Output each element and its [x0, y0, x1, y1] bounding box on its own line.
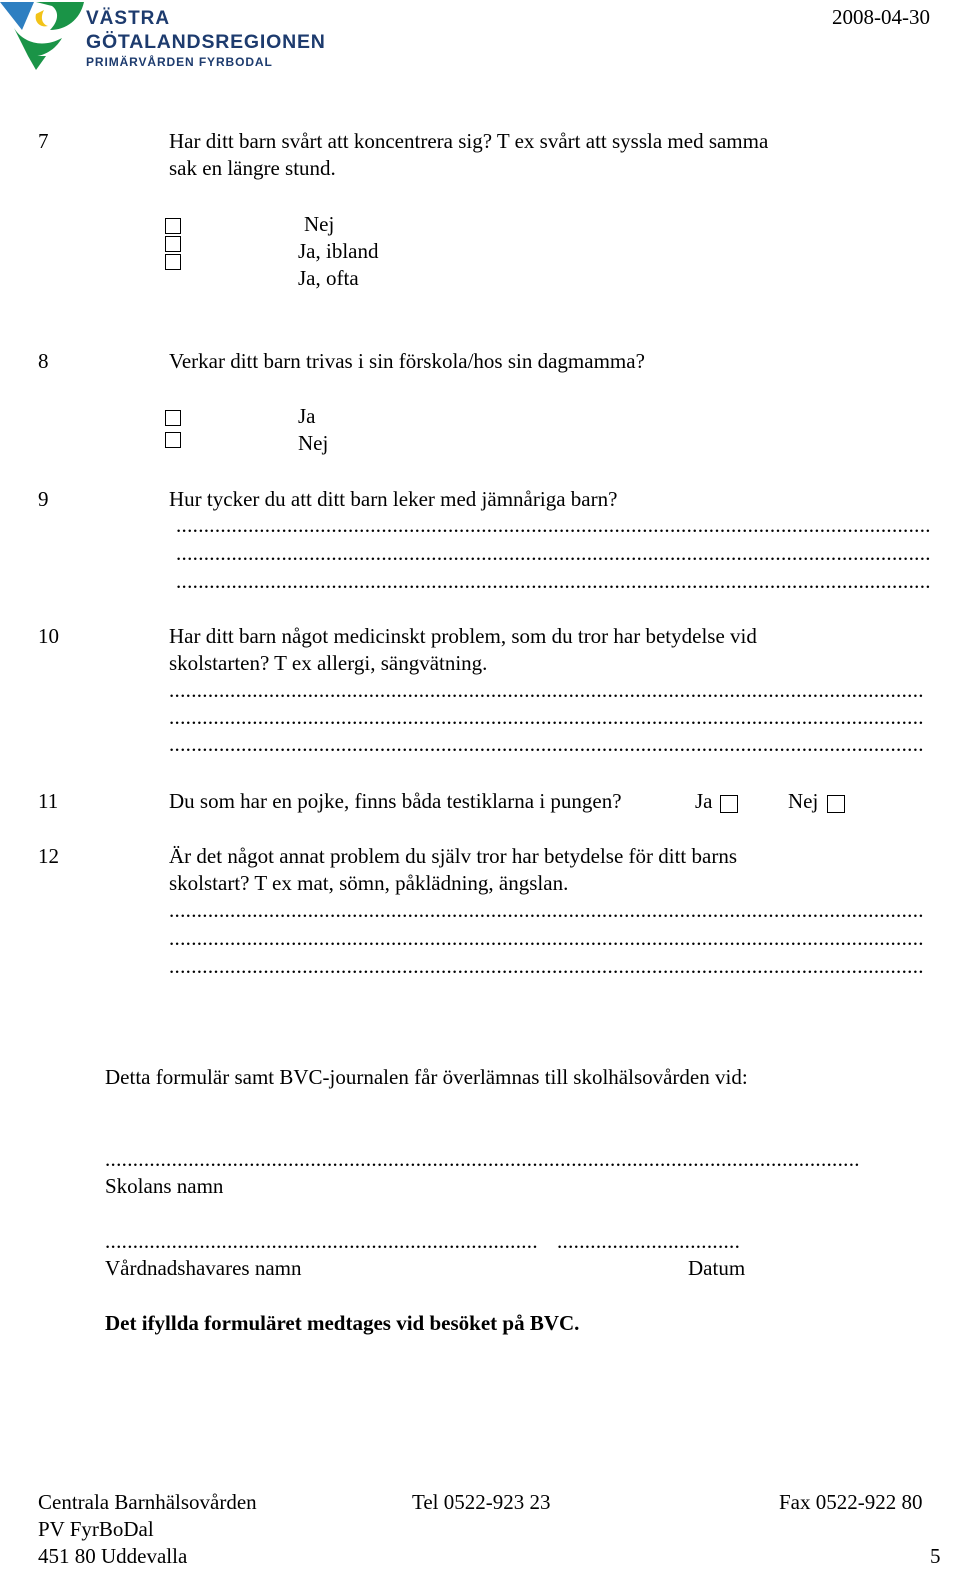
q11-option-nej: Nej [788, 789, 819, 813]
bvc-note: Det ifyllda formuläret medtages vid besöket på BVC. [105, 1311, 580, 1335]
q10-answer-line-1[interactable]: ........................................................................................................................................ [169, 678, 924, 702]
q10-answer-line-3[interactable]: ........................................................................................................................................ [169, 732, 924, 756]
q7-checkbox-ja-ibland[interactable] [165, 236, 181, 252]
q8-checkbox-ja[interactable] [165, 410, 181, 426]
region-logo-mark [0, 0, 86, 72]
question-7-text-line2: sak en längre stund. [169, 156, 336, 180]
q9-answer-line-1[interactable]: ........................................................................................................................................ [176, 513, 931, 537]
question-12-number: 12 [38, 844, 59, 868]
q7-option-nej: Nej [304, 212, 335, 236]
q11-checkbox-ja[interactable] [720, 795, 738, 813]
q7-option-ja-ofta: Ja, ofta [298, 266, 359, 290]
question-11-text: Du som har en pojke, finns båda testiklarna i pungen? [169, 789, 622, 813]
q8-option-ja: Ja [298, 404, 316, 428]
guardian-name-line[interactable]: .............................................................................. [105, 1229, 538, 1253]
q8-option-nej: Nej [298, 431, 329, 455]
logo-line-3: PRIMÄRVÅRDEN FYRBODAL [86, 55, 273, 69]
guardian-name-label: Vårdnadshavares namn [105, 1256, 302, 1280]
page-number: 5 [930, 1544, 941, 1568]
footer-fax: Fax 0522-922 80 [779, 1490, 923, 1514]
footer-org-1: Centrala Barnhälsovården [38, 1490, 257, 1514]
logo-line-1: VÄSTRA [86, 8, 171, 29]
footer-tel: Tel 0522-923 23 [412, 1490, 551, 1514]
q11-option-ja: Ja [695, 789, 713, 813]
region-logo [0, 0, 360, 80]
date-label: Datum [688, 1256, 746, 1280]
question-12-text-line2: skolstart? T ex mat, sömn, påklädning, ängslan. [169, 871, 569, 895]
q12-answer-line-1[interactable]: ........................................................................................................................................ [169, 898, 924, 922]
date-line[interactable]: ................................. [557, 1229, 741, 1253]
question-9-text: Hur tycker du att ditt barn leker med jämnåriga barn? [169, 487, 618, 511]
q7-checkbox-ja-ofta[interactable] [165, 254, 181, 270]
question-12-text-line1: Är det något annat problem du själv tror har betydelse för ditt barns [169, 844, 738, 868]
school-name-line[interactable]: ........................................................................................................................................ [105, 1147, 860, 1171]
q7-option-ja-ibland: Ja, ibland [298, 239, 379, 263]
footer-org-2: PV FyrBoDal [38, 1517, 154, 1541]
q11-checkbox-nej[interactable] [827, 795, 845, 813]
question-10-text-line2: skolstarten? T ex allergi, sängvätning. [169, 651, 488, 675]
q12-answer-line-2[interactable]: ........................................................................................................................................ [169, 926, 924, 950]
question-11-number: 11 [38, 789, 59, 813]
q9-answer-line-3[interactable]: ........................................................................................................................................ [176, 569, 931, 593]
question-7-text-line1: Har ditt barn svårt att koncentrera sig? T ex svårt att syssla med samma [169, 129, 769, 153]
question-10-number: 10 [38, 624, 59, 648]
question-8-number: 8 [38, 349, 49, 373]
document-date: 2008-04-30 [832, 5, 930, 29]
logo-line-2: GÖTALANDSREGIONEN [86, 31, 326, 53]
q12-answer-line-3[interactable]: ........................................................................................................................................ [169, 954, 924, 978]
q10-answer-line-2[interactable]: ........................................................................................................................................ [169, 705, 924, 729]
handover-text: Detta formulär samt BVC-journalen får överlämnas till skolhälsovården vid: [105, 1065, 748, 1089]
q9-answer-line-2[interactable]: ........................................................................................................................................ [176, 541, 931, 565]
question-8-text: Verkar ditt barn trivas i sin förskola/hos sin dagmamma? [169, 349, 645, 373]
footer-address: 451 80 Uddevalla [38, 1544, 188, 1568]
q7-checkbox-nej[interactable] [165, 218, 181, 234]
question-9-number: 9 [38, 487, 49, 511]
question-10-text-line1: Har ditt barn något medicinskt problem, som du tror har betydelse vid [169, 624, 757, 648]
q8-checkbox-nej[interactable] [165, 432, 181, 448]
school-name-label: Skolans namn [105, 1174, 224, 1198]
question-7-number: 7 [38, 129, 49, 153]
